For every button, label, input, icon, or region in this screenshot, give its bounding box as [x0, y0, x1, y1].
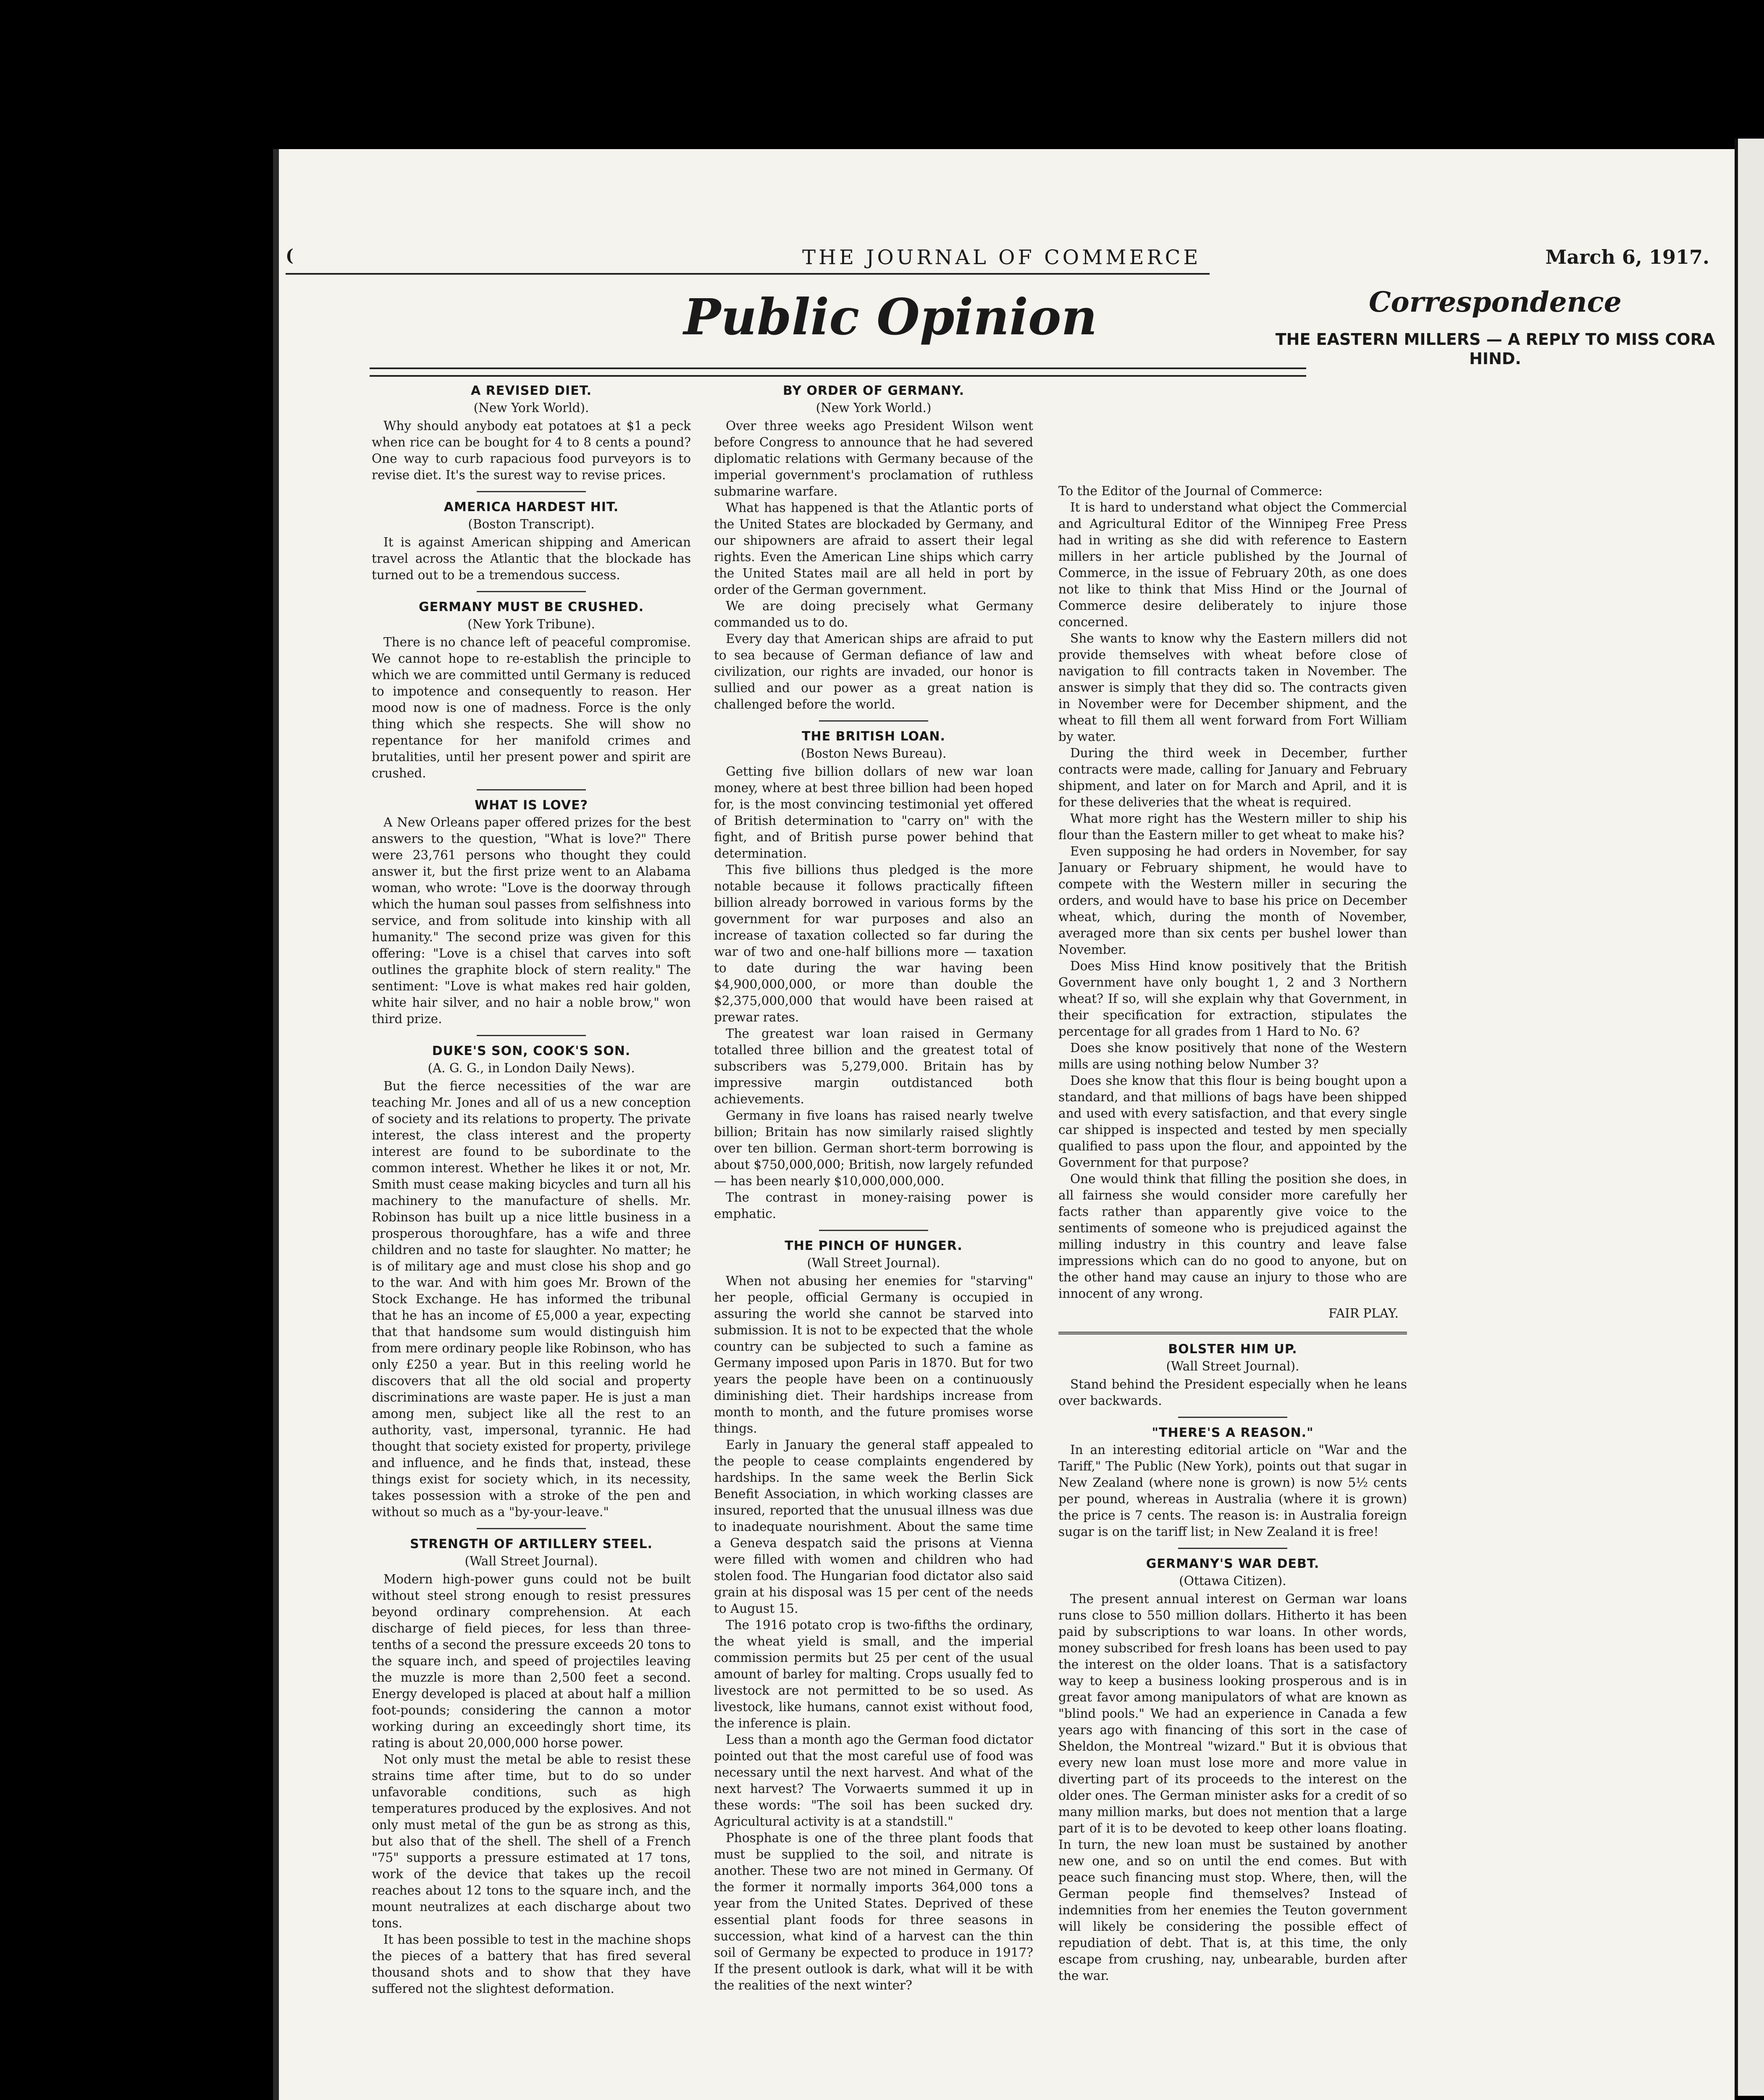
article-source: (Wall Street Journal). — [807, 1256, 940, 1270]
article-paragraph: But the fierce necessities of the war are teaching Mr. Jones and all of us a new conception of society and its relations to property. The private interest, the class interest and the property interest are found to be subordinate to the common interest. Whether he likes it or not, Mr. Smith must cease making bicycles and turn all his machinery to the manufacture of shells. Mr. Robinson has built up a nice little business in a prosperous thoroughfare, has a wife and three children and no taste for slaughter. No matter; he is of military age and must close his shop and go to the war. And with him goes Mr. Brown of the Stock Exchange. He has informed the tribunal that he has an income of £5,000 a year, expecting that that handsome sum would distinguish him from mere ordinary people like Robinson, who has only £250 a year. But in this reeling world he discovers that all the old social and property discriminations are waste paper. He is just a man among men, subject like all the rest to an authority, vast, impersonal, tyrannic. He had thought that society existed for property, privilege and influence, and he finds that, instead, these things exist for society which, in its necessity, takes possession with a stroke of the pen and without so much as a "by-your-leave." — [372, 1079, 691, 1519]
column-1 — [372, 376, 691, 2090]
article-divider — [477, 591, 586, 592]
adjacent-page-edge — [1735, 139, 1764, 2096]
article-title: DUKE'S SON, COOK'S SON. — [432, 1044, 631, 1058]
article-source: (A. G. G., in London Daily News). — [428, 1061, 635, 1075]
article-title: THE BRITISH LOAN. — [802, 729, 945, 744]
page-header — [286, 246, 1722, 271]
letter-signature: FAIR PLAY. — [1328, 1306, 1399, 1320]
letter-paragraph: It is hard to understand what object the Commercial and Agricultural Editor of the Winnipeg Free Press had in writing as she did with reference to Eastern millers in her article published by the Journal of Commerce, in the issue of February 20th, as one does not like to think that Miss Hind or the Journal of Commerce desire deliberately to injure those concerned. — [1058, 500, 1407, 629]
article-source: (Wall Street Journal). — [1166, 1359, 1299, 1373]
article-title: A REVISED DIET. — [471, 383, 592, 398]
letter-paragraph: What more right has the Western miller to ship his flour than the Eastern miller to get wheat to make his? — [1058, 811, 1407, 842]
article-source: (New York Tribune). — [467, 617, 595, 631]
column-3-articles — [1058, 1341, 1407, 1984]
article-divider — [477, 1035, 586, 1036]
article-divider — [477, 491, 586, 492]
article-paragraph: In an interesting editorial article on "War and the Tariff," The Public (New York), points out that sugar in New Zealand (where none is grown) is now 5½ cents per pound, whereas in Australia (where it is grown) the price is 7 cents. The reason is: in Australia foreign sugar is on the tariff list; in New Zealand it is free! — [1058, 1443, 1407, 1539]
column-3 — [1058, 378, 1407, 2092]
article-source: (Boston News Bureau). — [801, 746, 947, 761]
article-paragraph: Stand behind the President especially when he leans over backwards. — [1058, 1377, 1407, 1408]
article-paragraph: Early in January the general staff appealed to the people to cease complaints engendered by hardships. In the same week the Berlin Sick Benefit Association, in which working classes are insured, reported that the unusual illness was due to inadequate nourishment. About the same time a Geneva despatch said the prisons at Vienna were filled with women and children who had stolen food. The Hungarian food dictator also said grain at his disposal was 15 per cent of the needs to August 15. — [714, 1438, 1033, 1616]
letter-paragraph: Does Miss Hind know positively that the British Government have only bought 1, 2 and 3 Northern wheat? If so, will she explain why that Government, in their specification for extraction, stipulates the percentage for all grades from 1 Hard to No. 6? — [1058, 959, 1407, 1039]
article-divider — [1178, 1417, 1287, 1418]
column-2 — [714, 376, 1033, 2090]
article-source: (Boston Transcript). — [468, 517, 595, 531]
article — [372, 797, 691, 1036]
article-divider — [1178, 1548, 1287, 1549]
article-source: (Wall Street Journal). — [465, 1554, 598, 1568]
article-divider — [477, 789, 586, 790]
article-divider — [477, 1528, 586, 1529]
article-paragraph: There is no chance left of peaceful compromise. We cannot hope to re-establish the principle to which we are committed until Germany is reduced to impotence and consequently to reason. Her mood now is one of madness. Force is the only thing which she respects. She will show no repentance for her manifold crimes and brutalities, until her present power and spirit are crushed. — [372, 635, 691, 780]
letter-paragraph: She wants to know why the Eastern millers did not provide themselves with wheat before close of navigation to fill contracts taken in November. The answer is simply that they did so. The contracts given in November were for December shipment, and the wheat to fill them all went forward from Fort William by water. — [1058, 631, 1407, 744]
letter-paragraph: Does she know that this flour is being bought upon a standard, and that millions of bags have been shipped and used with every satisfaction, and that every single car shipped is inspected and tested by men specially qualified to pass upon the flour, and appointed by the Government for that purpose? — [1058, 1074, 1407, 1170]
article — [372, 599, 691, 790]
article-paragraph: Why should anybody eat potatoes at $1 a peck when rice can be bought for 4 to 8 cents a pound? One way to curb rapacious food purveyors is to revise diet. It's the surest way to revise prices. — [372, 419, 691, 482]
letter-body — [1058, 499, 1407, 1302]
article-paragraph: It has been possible to test in the machine shops the pieces of a battery that has fired several thousand shots and to show that they have suffered not the slightest deformation. — [372, 1932, 691, 1996]
section-divider — [370, 368, 1306, 377]
letter-salutation: To the Editor of the Journal of Commerce: — [1058, 484, 1323, 498]
article-title: BY ORDER OF GERMANY. — [783, 383, 964, 398]
letter-paragraph: Does she know positively that none of the Western mills are using nothing below Number 3? — [1058, 1041, 1407, 1071]
article-source: (Ottawa Citizen). — [1179, 1574, 1286, 1588]
header-rule — [286, 273, 1210, 275]
article-divider — [819, 720, 928, 722]
article-paragraph: Modern high-power guns could not be built without steel strong enough to resist pressures beyond ordinary comprehension. At each discharge of field pieces, for less than three-tenths of a second the pressure exceeds 20 tons to the square inch, and speed of projectiles leaving the muzzle is more than 2,500 feet a second. Energy developed is placed at about half a million foot-pounds; considering the cannon a motor working during an exceedingly short time, its rating is about 20,000,000 horse power. — [372, 1572, 691, 1750]
article — [372, 1043, 691, 1529]
issue-date: March 6, 1917. — [1545, 246, 1709, 268]
article-paragraph: Phosphate is one of the three plant foods that must be supplied to the soil, and nitrate is another. These two are not mined in Germany. Of the former it normally imports 364,000 tons a year from the United States. Deprived of these essential plant foods for three seasons in succession, what kind of a harvest can the thin soil of Germany be expected to produce in 1917? If the present outlook is dark, what will it be with the realities of the next winter? — [714, 1831, 1033, 1992]
section-title: Public Opinion — [683, 288, 1097, 346]
article-paragraph: Over three weeks ago President Wilson went before Congress to announce that he had severed diplomatic relations with Germany because of the imperial government's proclamation of ruthless submarine warfare. — [714, 419, 1033, 499]
column-divider — [1058, 1332, 1407, 1334]
article-source: (New York World.) — [816, 401, 932, 415]
article-paragraph: It is against American shipping and American travel across the Atlantic that the blockade has turned out to be a tremendous success. — [372, 535, 691, 582]
article — [714, 383, 1033, 722]
article-paragraph: Not only must the metal be able to resist these strains time after time, but to do so under unfavorable conditions, such as high temperatures produced by the explosives. And not only must metal of the gun be as strong as this, but also that of the shell. The shell of a French "75" supports a pressure estimated at 17 tons, work of the device that takes up the recoil reaches about 12 tons to the square inch, and the mount neutralizes at each discharge about two tons. — [372, 1752, 691, 1930]
correspondence-title: Correspondence — [1369, 286, 1622, 318]
newspaper-page — [273, 149, 1735, 2100]
article-title: AMERICA HARDEST HIT. — [444, 500, 619, 514]
letter-paragraph: During the third week in December, further contracts were made, calling for January and February shipment, and later on for March and April, and it is for these deliveries that the wheat is required. — [1058, 746, 1407, 809]
header-mark: ( — [286, 246, 294, 265]
article-title: STRENGTH OF ARTILLERY STEEL. — [410, 1537, 653, 1551]
article-paragraph: When not abusing her enemies for "starving" her people, official Germany is occupied in assuring the world she cannot be starved into submission. It is not to be expected that the whole country can be subjected to such a famine as Germany imposed upon Paris in 1870. But for two years the people have been on a continuously diminishing diet. Their hardships increase from month to month, and the future promises worse things. — [714, 1274, 1033, 1436]
article-paragraph: This five billions thus pledged is the more notable because it follows practically fifteen billion already borrowed in various forms by the government for war purposes and also an increase of taxation collected so far during the war of two and one-half billions more — taxation to date during the war having been $4,900,000,000, or more than double the $2,375,000,000 that would have been raised at prewar rates. — [714, 863, 1033, 1024]
article-title: THE PINCH OF HUNGER. — [785, 1239, 963, 1253]
article-paragraph: The greatest war loan raised in Germany totalled three billion and the greatest total of subscribers was 5,279,000. Britain has by impressive margin outdistanced both achievements. — [714, 1026, 1033, 1106]
article — [714, 728, 1033, 1231]
article — [372, 499, 691, 592]
article-title: "THERE'S A REASON." — [1152, 1425, 1314, 1440]
article — [1058, 1425, 1407, 1549]
article-paragraph: Germany in five loans has raised nearly twelve billion; Britain has now similarly raised slightly over ten billion. German short-term borrowing is about $750,000,000; British, now largely refunded — has been nearly $10,000,000,000. — [714, 1108, 1033, 1188]
correspondence-headline: THE EASTERN MILLERS — A REPLY TO MISS CORA HIND. — [1275, 330, 1715, 368]
article — [1058, 1341, 1407, 1418]
article — [1058, 1556, 1407, 1984]
article — [714, 1238, 1033, 1994]
article-title: WHAT IS LOVE? — [474, 798, 588, 813]
article-title: GERMANY MUST BE CRUSHED. — [418, 600, 644, 614]
letter-paragraph: Even supposing he had orders in November, for say January or February shipment, he would have to compete with the Western miller in securing the orders, and would have to base his price on December wheat, which, during the month of November, averaged more than six cents per bushel lower than November. — [1058, 844, 1407, 957]
article-paragraph: The present annual interest on German war loans runs close to 550 million dollars. Hitherto it has been paid by subscriptions to war loans. In other words, money subscribed for fresh loans has been used to pay the interest on the older loans. That is a satisfactory way to keep a business looking prosperous and is in great favor among manipulators of what are known as "blind pools." We had an experience in Canada a few years ago with financing of this sort in the case of Sheldon, the Montreal "wizard." But it is obvious that every new loan must lose more and more value in diverting part of its proceeds to the interest on the older ones. The German minister asks for a credit of so many million marks, but does not mention that a large part of it is to be devoted to keep other loans floating. In turn, the new loan must be sustained by another new one, and so on until the end comes. But with peace such financing must stop. Where, then, will the German people find themselves? Instead of indemnities from her enemies the Teuton government will likely be considering the possible effect of repudiation of debt. That is, at this time, the only escape from crushing, nay, unbearable, burden after the war. — [1058, 1592, 1407, 1983]
article-title: BOLSTER HIM UP. — [1168, 1342, 1297, 1357]
article — [372, 1536, 691, 1997]
article-title: GERMANY'S WAR DEBT. — [1146, 1557, 1320, 1571]
article-paragraph: The contrast in money-raising power is emphatic. — [714, 1190, 1033, 1221]
article — [372, 383, 691, 492]
article-divider — [819, 1230, 928, 1231]
article-paragraph: Less than a month ago the German food dictator pointed out that the most careful use of food was necessary until the next harvest. And what of the next harvest? The Vorwaerts summed it up in these words: "The soil has been sucked dry. Agricultural activity is at a standstill." — [714, 1732, 1033, 1829]
article-paragraph: The 1916 potato crop is two-fifths the ordinary, the wheat yield is small, and the imperial commission permits but 25 per cent of the usual amount of barley for malting. Crops usually fed to livestock are not permitted to be so used. As livestock, like humans, cannot exist without food, the inference is plain. — [714, 1618, 1033, 1730]
correspondence-head-space — [1058, 378, 1407, 483]
article-paragraph: Getting five billion dollars of new war loan money, where at best three billion had been hoped for, is the most convincing testimonial yet offered of British determination to "carry on" with the fight, and of British purse power behind that determination. — [714, 764, 1033, 861]
journal-title: THE JOURNAL OF COMMERCE — [802, 246, 1201, 269]
article-paragraph: We are doing precisely what Germany commanded us to do. — [714, 599, 1033, 630]
article-paragraph: What has happened is that the Atlantic ports of the United States are blockaded by Germany, and our shipowners are afraid to assert their legal rights. Even the American Line ships which carry the United States mail are all held in port by order of the German government. — [714, 501, 1033, 597]
article-source: (New York World). — [473, 401, 589, 415]
article-paragraph: Every day that American ships are afraid to put to sea because of German defiance of law and civilization, our rights are invaded, our honor is sullied and our power as a great nation is challenged before the world. — [714, 632, 1033, 711]
letter-paragraph: One would think that filling the position she does, in all fairness she would consider more carefully her facts rather than apparently give voice to the sentiments of someone who is prejudiced against the milling industry in this country and leave false impressions which can do no good to anyone, but on the other hand may cause an injury to those who are innocent of any wrong. — [1058, 1172, 1407, 1301]
article-paragraph: A New Orleans paper offered prizes for the best answers to the question, "What is love?" There were 23,761 persons who thought they could answer it, but the first prize went to an Alabama woman, who wrote: "Love is the doorway through which the human soul passes from selfishness into service, and from solitude into kinship with all humanity." The second prize was given for this offering: "Love is a chisel that carves into soft outlines the graphite block of stern reality." The sentiment: "Love is what makes red hair golden, white hair silver, and no hair a noble brow," won third prize. — [372, 815, 691, 1026]
